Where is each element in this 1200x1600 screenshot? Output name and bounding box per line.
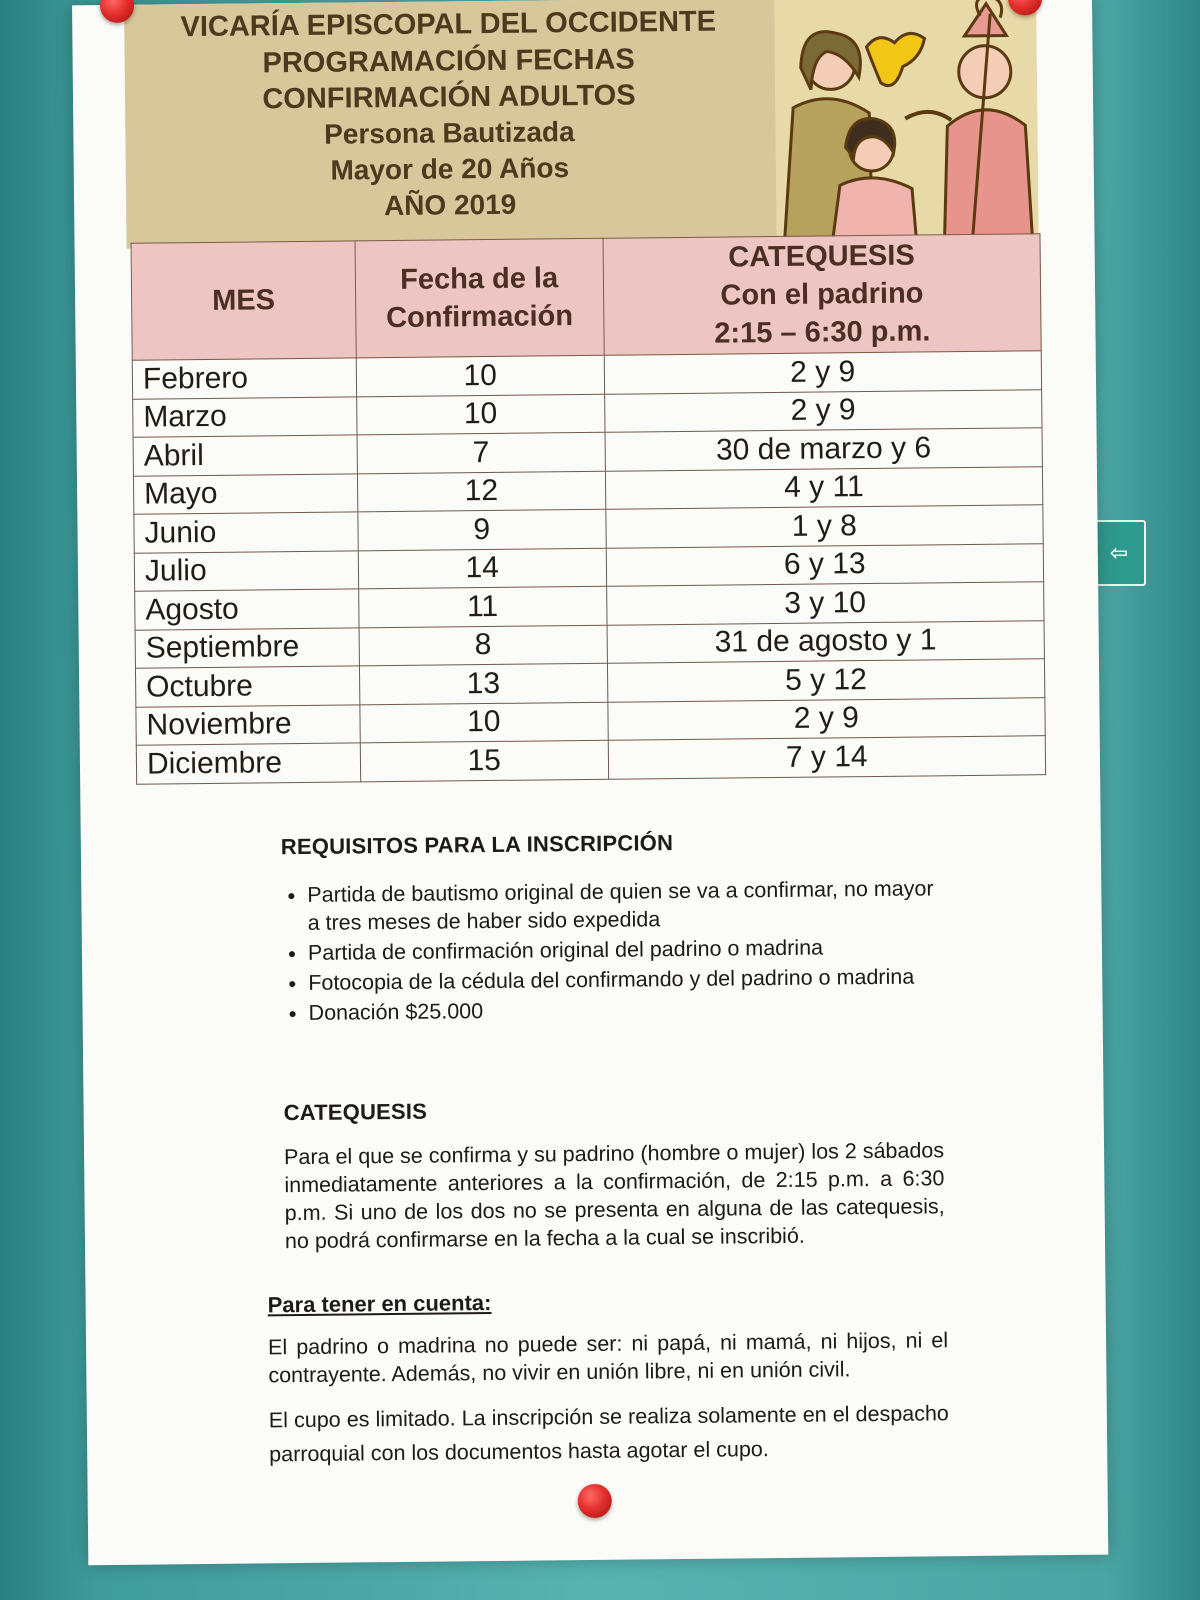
cell-mes: Abril <box>133 435 357 476</box>
cell-catequesis: 4 y 11 <box>605 466 1043 509</box>
cell-mes: Mayo <box>133 473 357 514</box>
column-header-mes: MES <box>131 241 356 360</box>
cell-fecha: 14 <box>358 548 606 589</box>
schedule-table <box>131 233 1047 784</box>
column-header-catequesis-line2: Con el padrino <box>720 277 924 312</box>
list-item: • Donación $25.000 <box>308 992 942 1027</box>
header-line-confirmacion: CONFIRMACIÓN ADULTOS <box>262 79 636 116</box>
column-header-catequesis <box>603 234 1042 356</box>
cell-catequesis: 30 de marzo y 6 <box>605 428 1043 471</box>
table-row <box>136 736 1045 784</box>
cell-mes: Agosto <box>135 589 359 630</box>
cell-mes: Diciembre <box>136 743 360 784</box>
column-header-catequesis-line1: CATEQUESIS <box>728 239 915 274</box>
cell-catequesis: 5 y 12 <box>607 659 1045 702</box>
header-line-programacion: PROGRAMACIÓN FECHAS <box>262 43 635 80</box>
cell-catequesis: 1 y 8 <box>605 505 1043 548</box>
notas-section <box>268 1284 950 1471</box>
cell-mes: Marzo <box>133 396 357 437</box>
list-item: • Partida de bautismo original de quien se va a confirmar, no mayor a tres meses de haber sido expedida <box>307 874 942 937</box>
catequesis-title: CATEQUESIS <box>283 1098 428 1126</box>
catequesis-text: Para el que se confirma y su padrino (hombre o mujer) los 2 sábados inmediatamente anteriores a la confirmación, de 2:15 p.m. a 6:30 p.m. Si uno de los dos no se presenta en alguna de las catequesis, no podrá confirmarse en la fecha a la cual se inscribió. <box>283 1138 945 1254</box>
header-line-vicaria: VICARÍA EPISCOPAL DEL OCCIDENTE <box>180 5 717 44</box>
notas-title: Para tener en cuenta: <box>267 1290 492 1318</box>
cell-mes: Febrero <box>132 358 356 399</box>
cell-mes: Octubre <box>135 666 359 707</box>
requisitos-list <box>281 874 942 1027</box>
cell-catequesis: 31 de agosto y 1 <box>607 620 1045 663</box>
cell-mes: Noviembre <box>136 704 360 745</box>
cell-fecha: 8 <box>359 625 607 666</box>
column-header-catequesis-line3: 2:15 – 6:30 p.m. <box>714 315 931 350</box>
cell-fecha: 15 <box>360 740 608 781</box>
cell-fecha: 13 <box>359 663 607 704</box>
header-title <box>124 2 774 227</box>
cell-mes: Julio <box>134 550 358 591</box>
notas-paragraph-1: El padrino o madrina no puede ser: ni papá, ni mamá, ni hijos, ni el contrayente. Además, no vivir en unión libre, ni en unión civil. <box>267 1328 949 1388</box>
exit-sign: ⇦ <box>1092 520 1146 586</box>
cell-fecha: 7 <box>357 432 605 473</box>
requisitos-title: REQUISITOS PARA LA INSCRIPCIÓN <box>280 830 674 860</box>
push-pin-icon <box>578 1484 612 1518</box>
cell-fecha: 10 <box>360 702 608 743</box>
table-header-row <box>131 234 1041 361</box>
notas-paragraph-2: El cupo es limitado. La inscripción se realiza solamente en el despacho parroquial con los documentos hasta agotar el cupo. <box>268 1401 949 1467</box>
cell-catequesis: 6 y 13 <box>606 543 1044 586</box>
column-header-fecha-line1: Fecha de la <box>400 262 559 296</box>
column-header-fecha <box>355 238 604 358</box>
header-line-anio: AÑO 2019 <box>383 188 517 222</box>
list-item: • Fotocopia de la cédula del confirmando y del padrino o madrina <box>308 962 942 997</box>
header-line-persona: Persona Bautizada <box>323 116 575 150</box>
cell-mes: Septiembre <box>135 627 359 668</box>
poster-header <box>124 0 1039 249</box>
column-header-fecha-line2: Confirmación <box>385 300 574 335</box>
cell-fecha: 10 <box>356 394 604 435</box>
cell-catequesis: 2 y 9 <box>608 697 1046 740</box>
cell-catequesis: 7 y 14 <box>608 736 1046 779</box>
header-line-mayor: Mayor de 20 Años <box>330 152 570 186</box>
catequesis-section <box>283 1092 945 1255</box>
cell-catequesis: 2 y 9 <box>604 389 1042 432</box>
cell-mes: Junio <box>134 512 358 553</box>
cell-catequesis: 2 y 9 <box>604 351 1042 394</box>
cell-fecha: 11 <box>358 586 606 627</box>
cell-fecha: 12 <box>357 471 605 512</box>
poster <box>72 0 1108 1565</box>
requisitos-section <box>281 826 943 1029</box>
list-item: • Partida de confirmación original del padrino o madrina <box>308 932 942 967</box>
cell-catequesis: 3 y 10 <box>606 582 1044 625</box>
cell-fecha: 10 <box>356 355 604 396</box>
confirmation-illustration <box>774 0 1039 242</box>
cell-fecha: 9 <box>358 509 606 550</box>
